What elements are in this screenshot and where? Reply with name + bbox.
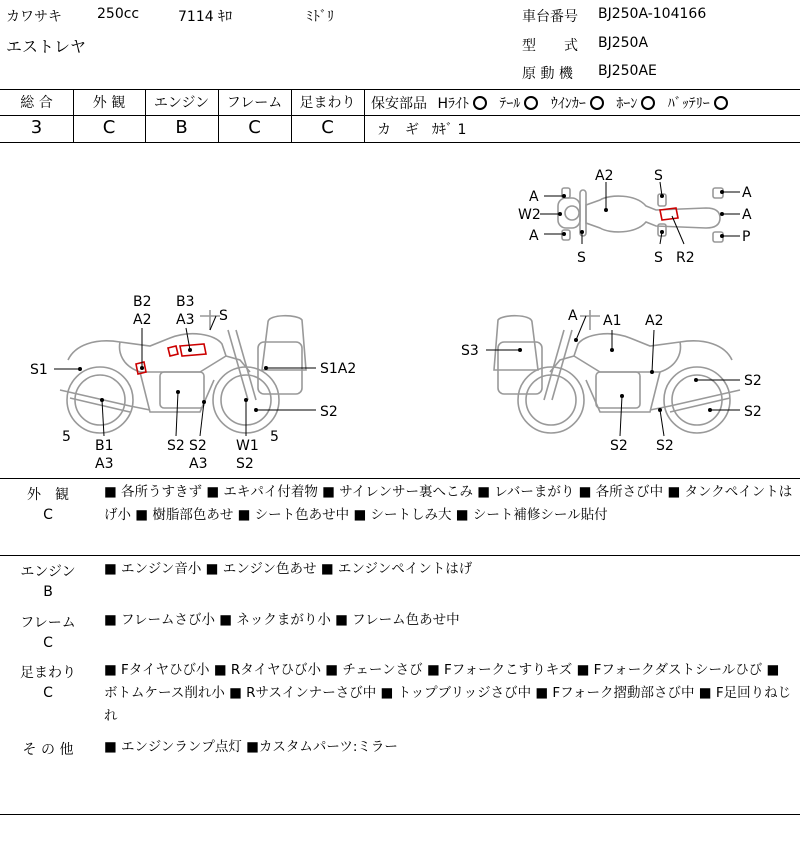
other-remarks: ■ エンジンランプ点灯 ■カスタムパーツ:ミラー <box>104 739 398 755</box>
type-label: 型 式 <box>522 38 578 54</box>
left-side-bike-icon <box>60 310 306 433</box>
damage-diagram <box>0 143 800 478</box>
diagram-label: 5 <box>62 429 71 445</box>
exterior-label: 外 観 <box>92 95 126 111</box>
engine-grade-label: エンジン <box>153 95 210 111</box>
diagram-label: A <box>742 185 752 201</box>
engine-remarks: ■ エンジン音小 ■ エンジン色あせ ■ エンジンペイントはげ <box>104 561 473 577</box>
diagram-label: B3 <box>176 294 195 310</box>
leader-dots <box>78 190 724 412</box>
leader-lines <box>54 182 740 436</box>
part-battery: ﾊﾞｯﾃﾘｰ <box>667 96 710 112</box>
frame-no-label: 車台番号 <box>522 9 578 25</box>
diagram-label: S2 <box>744 373 762 389</box>
diagram-label: S3 <box>461 343 479 359</box>
diagram-label: P <box>742 229 751 245</box>
exterior-section-title: 外 観 <box>27 487 69 503</box>
exterior-section-grade: C <box>43 507 53 523</box>
diagram-label: S1 <box>30 362 48 378</box>
frame-label: フレーム <box>226 95 283 111</box>
type-value: BJ250A <box>598 35 649 51</box>
diagram-label: A <box>529 189 539 205</box>
diagram-label: S1A2 <box>320 361 357 377</box>
divider <box>0 478 800 479</box>
overall-label: 総 合 <box>20 95 53 111</box>
frame-section-grade: C <box>43 635 53 651</box>
engine-grade: B <box>175 117 188 138</box>
circle-mark-icon <box>524 96 538 110</box>
top-view-bike-icon <box>558 188 723 242</box>
diagram-label: R2 <box>676 250 695 266</box>
diagram-label: S <box>654 250 663 266</box>
safety-parts-label: 保安部品 <box>371 96 427 112</box>
divider <box>0 555 800 556</box>
divider <box>0 814 800 815</box>
circle-mark-icon <box>714 96 728 110</box>
part-horn: ﾎｰﾝ <box>616 96 638 112</box>
diagram-label: S2 <box>236 456 254 472</box>
diagram-label: A2 <box>645 313 664 329</box>
diagram-label: W1 <box>236 438 259 454</box>
suspension-grade: C <box>321 117 334 138</box>
suspension-section-title: 足まわり <box>20 665 76 681</box>
mileage: 7114 ｷﾛ <box>178 9 233 25</box>
diagram-label: S2 <box>656 438 674 454</box>
frame-grade: C <box>248 117 261 138</box>
exterior-remarks: ■ 各所うすきず ■ エキパイ付着物 ■ サイレンサー裏へこみ ■ レバーまがり ■ 各所さび中 ■ タンクペイントはげ小 ■ 樹脂部色あせ ■ シート色あせ中 ■ シートしみ大 ■ シート補修シール貼付 <box>104 484 793 523</box>
part-tail: ﾃｰﾙ <box>499 96 521 112</box>
circle-mark-icon <box>590 96 604 110</box>
diagram-label: S2 <box>610 438 628 454</box>
damage-mark-icon <box>136 208 678 374</box>
diagram-label: A <box>529 228 539 244</box>
diagram-label: A2 <box>595 168 614 184</box>
safety-parts <box>371 93 728 113</box>
frame-remarks: ■ フレームさび小 ■ ネックまがり小 ■ フレーム色あせ中 <box>104 612 460 628</box>
diagram-label: A3 <box>176 312 195 328</box>
diagram-label: B1 <box>95 438 114 454</box>
engine-section-title: エンジン <box>20 564 76 580</box>
circle-mark-icon <box>473 96 487 110</box>
color: ﾐﾄﾞﾘ <box>306 9 334 25</box>
key-label: カ ギ <box>377 122 419 138</box>
displacement: 250cc <box>97 6 140 22</box>
divider <box>364 115 800 116</box>
engine-section-grade: B <box>43 584 53 600</box>
diagram-label: S2 <box>320 404 338 420</box>
diagram-label: A2 <box>133 312 152 328</box>
divider <box>364 89 365 142</box>
diagram-label: A3 <box>95 456 114 472</box>
circle-mark-icon <box>641 96 655 110</box>
engine-label: 原 動 機 <box>522 66 573 82</box>
diagram-label: A <box>568 308 578 324</box>
diagram-label: S2 <box>189 438 207 454</box>
diagram-label: S2 <box>744 404 762 420</box>
exterior-grade: C <box>102 117 116 138</box>
diagram-label: B2 <box>133 294 152 310</box>
frame-section-title: フレーム <box>20 615 76 631</box>
diagram-label: S <box>577 250 586 266</box>
frame-no: BJ250A-104166 <box>598 6 707 22</box>
part-headlight: Hﾗｲﾄ <box>437 96 469 112</box>
diagram-label: A3 <box>189 456 208 472</box>
maker: カワサキ <box>6 9 62 25</box>
diagram-label: S2 <box>167 438 185 454</box>
suspension-label: 足まわり <box>299 95 356 111</box>
overall-grade: 3 <box>30 117 43 138</box>
diagram-label: S <box>219 308 228 324</box>
engine-value: BJ250AE <box>598 63 657 79</box>
other-section-title: そ の 他 <box>22 742 74 758</box>
model-name: エストレヤ <box>6 37 87 56</box>
suspension-section-grade: C <box>43 685 53 701</box>
part-winker: ｳｲﾝｶｰ <box>550 96 586 112</box>
diagram-label: S <box>654 168 663 184</box>
key-value: ｶｷﾞ 1 <box>432 122 467 138</box>
diagram-label: A <box>742 207 752 223</box>
diagram-label: W2 <box>518 207 541 223</box>
suspension-remarks: ■ Fタイヤひび小 ■ Rタイヤひび小 ■ チェーンさび ■ Fフォークこすりキズ ■ Fフォークダストシールひび ■ ボトムケース削れ小 ■ Rサスインナーさび中 ■ トップブリッジさび中 ■ Fフォーク摺動部さび中 ■ F足回りねじれ <box>104 662 792 724</box>
diagram-label: 5 <box>270 429 279 445</box>
divider <box>0 89 800 90</box>
diagram-label: A1 <box>603 313 622 329</box>
